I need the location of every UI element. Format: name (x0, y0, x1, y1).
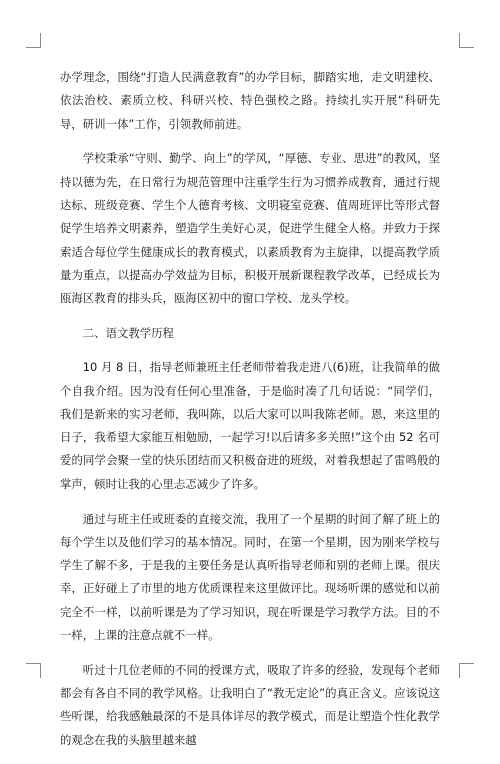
crop-mark-top-right (459, 33, 474, 48)
section-heading: 二、语文教学历程 (82, 325, 174, 340)
paragraph-school-philosophy: 办学理念，围绕“打造人民满意教育”的办学目标，脚踏实地，走文明建校、依法治校、素质立校、科研兴校、特色强校之路。持续扎实开展“科研先导，研训一体”工作，引领教师前进。 (60, 70, 440, 131)
paragraph-first-week: 通过与班主任或班委的直接交流，我用了一个星期的时间了解了班上的每个学生以及他们学习的基本情况。同时，在第一个星期，因为刚来学校与学生了解不多，于是我的主要任务是认真听指导老师和别的老师上课。很庆幸，正好碰上了市里的地方优质课程来这里做评比。现场听课的感觉和以前完全不一样，以前听课是为了学习知识，现在听课是学习教学方法。目的不一样，上课的注意点就不一样。 (60, 511, 440, 643)
crop-mark-bottom-left (26, 663, 41, 678)
document-body (60, 66, 440, 764)
crop-mark-top-left (26, 33, 41, 48)
paragraph-school-ethos: 学校秉承“守则、勤学、向上”的学风，“厚德、专业、思进”的教风，坚持以德为先，在日常行为规范管理中注重学生行为习惯养成教育，通过行规达标、班级竞赛、学生个人德育考核、文明寝室竞赛、值周班评比等形式督促学生培养文明素养，塑造学生美好心灵，促进学生健全人格。并致力于探索适合每位学生健康成长的教育模式，以素质教育为主旋律，以提高教学质量为重点，以提高办学效益为目标，积极开展新课程教学改革，已经成长为瓯海区教育的排头兵，瓯海区初中的窗口学校、龙头学校。 (60, 151, 440, 306)
crop-mark-bottom-right (459, 663, 474, 678)
paragraph-observations: 听过十几位老师的不同的授课方式，吸取了许多的经验，发现每个老师都会有各自不同的教学风格。让我明白了“教无定论”的真正含义。应该说这些听课，给我感触最深的不是具体详尽的教学模式，而是让塑造个性化教学的观念在我的头脑里越来越 (60, 662, 440, 747)
paragraph-first-day: 10 月 8 日，指导老师兼班主任老师带着我走进八(6)班，让我简单的做个自我介绍。因为没有任何心里准备，于是临时凑了几句话说：“同学们，我们是新来的实习老师，我叫陈，以后大家可以叫我陈老师。恩，来这里的日子，我希望大家能互相勉励，一起学习!以后请多多关照!”这个由 52 名可爱的同学会聚一堂的快乐团结而又积极奋进的班级，对着我想起了雷鸣般的掌声，顿时让我的心里忐忑减少了许多。 (60, 360, 440, 491)
